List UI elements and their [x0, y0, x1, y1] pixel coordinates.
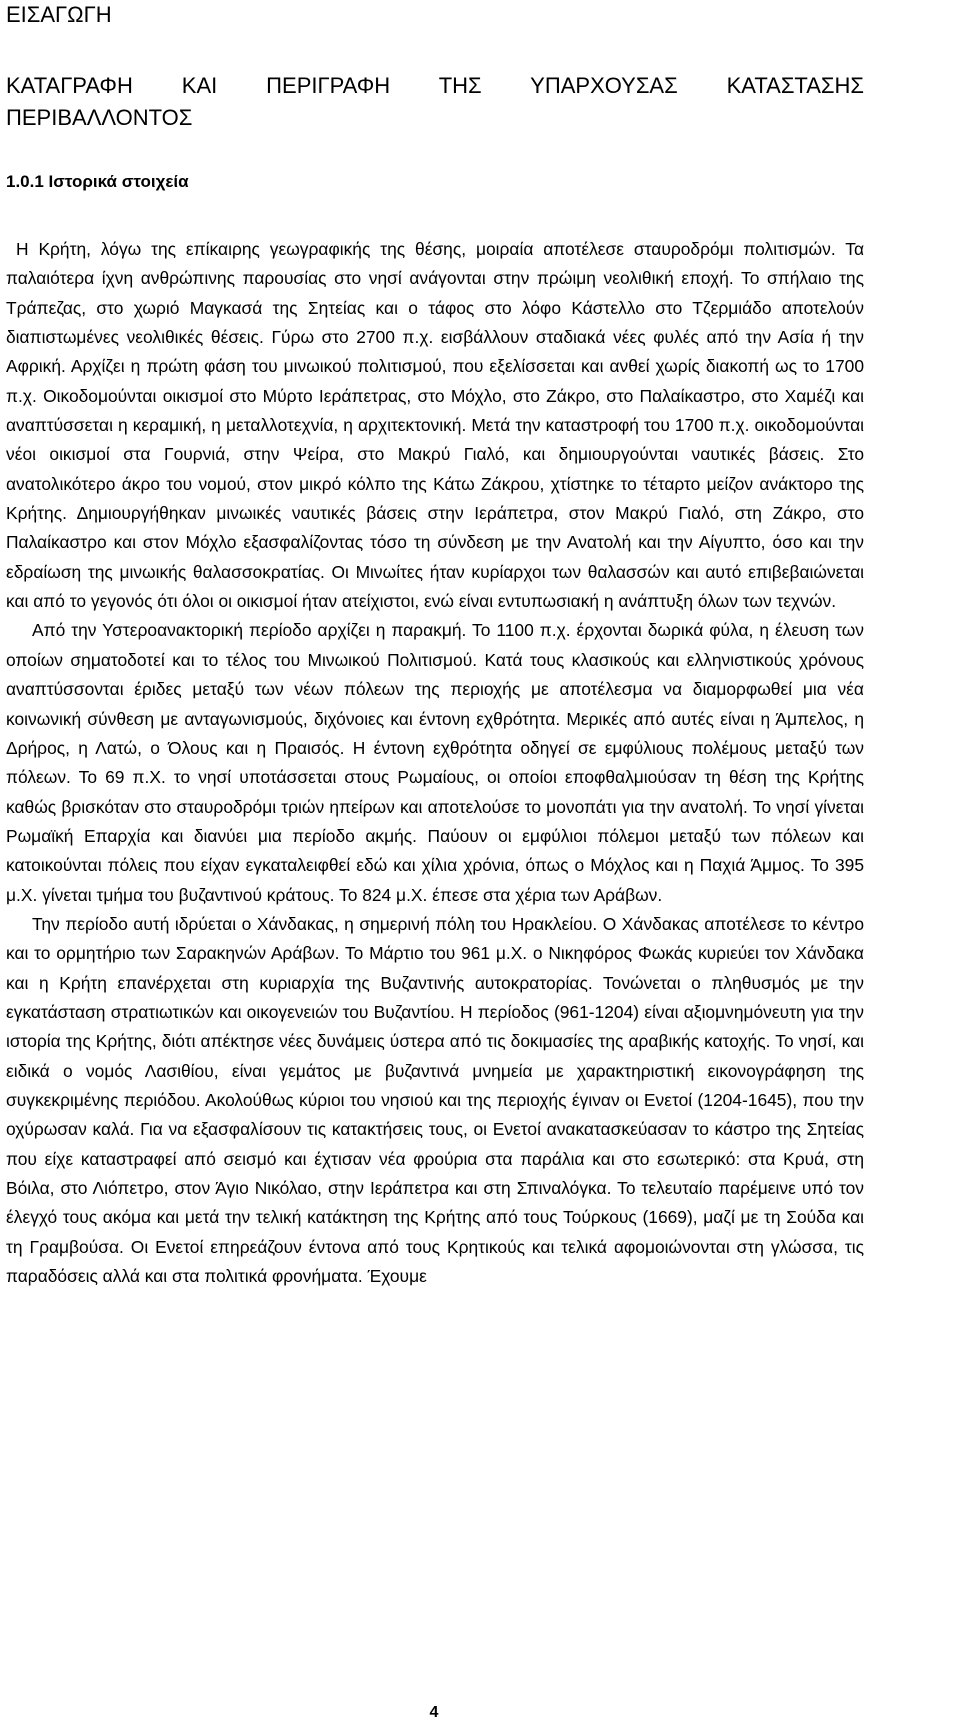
section-title-line-2: ΠΕΡΙΒΑΛΛΟΝΤΟΣ — [6, 105, 193, 130]
page-number: 4 — [429, 1704, 439, 1721]
body-text — [6, 235, 864, 1291]
paragraph: Την περίοδο αυτή ιδρύεται ο Χάνδακας, η σημερινή πόλη του Ηρακλείου. Ο Χάνδακας αποτέλεσε το κέντρο και το ορμητήριο των Σαρακηνών Αράβων. Το Μάρτιο του 961 μ.Χ. ο Νικηφόρος Φωκάς κυριεύει τον Χάνδακα και η Κρήτη επανέρχεται στη κυριαρχία της Βυζαντινής αυτοκρατορίας. Τονώνεται ο πληθυσμός με την εγκατάσταση στρατιωτικών και οικογενειών του Βυζαντίου. Η περίοδος (961-1204) είναι αξιομνημόνευτη για την ιστορία της Κρήτης, διότι απέκτησε νέες δυνάμεις ύστερα από τις δοκιμασίες της αραβικής κατοχής. Το νησί, και ειδικά ο νομός Λασιθίου, είναι γεμάτος με βυζαντινά μνημεία με χαρακτηριστική εικονογράφηση της συγκεκριμένης περιόδου. Ακολούθως κύριοι του νησιού και της περιοχής έγιναν οι Ενετοί (1204-1645), που την οχύρωσαν καλά. Για να εξασφαλίσουν τις κατακτήσεις τους, οι Ενετοί ανακατασκεύασαν το κάστρο της Σητείας που είχε καταστραφεί από σεισμό και έχτισαν νέα φρούρια στα παράλια και στο εσωτερικό: στα Κρυά, στη Βόιλα, στο Λιόπετρο, στον Άγιο Νικόλαο, στην Ιεράπετρα και στη Σπιναλόγκα. Το τελευταίο παρέμεινε υπό τον έλεγχό τους ακόμα και μετά την τελική κατάκτηση της Κρήτης από τους Τούρκους (1669), μαζί με τη Σούδα και τη Γραμβούσα. Οι Ενετοί επηρεάζουν έντονα από τους Κρητικούς και τελικά αφομοιώνονται στη γλώσσα, τις παραδόσεις αλλά και στα πολιτικά φρονήματα. Έχουμε — [6, 913, 864, 1287]
section-title-line-1: ΚΑΤΑΓΡΑΦΗ ΚΑΙ ΠΕΡΙΓΡΑΦΗ ΤΗΣ ΥΠΑΡΧΟΥΣΑΣ ΚΑΤΑΣΤΑΣΗΣ — [6, 73, 864, 98]
paragraph: Η Κρήτη, λόγω της επίκαιρης γεωγραφικής της θέσης, μοιραία αποτέλεσε σταυροδρόμι πολιτισμών. Τα παλαιότερα ίχνη ανθρώπινης παρουσίας στο νησί ανάγονται στην πρώιμη νεολιθική εποχή. Το σπήλαιο της Τράπεζας, στο χωριό Μαγκασά της Σητείας και ο τάφος στο λόφο Κάστελλο στο Τζερμιάδο αποτελούν διαπιστωμένες νεολιθικές θέσεις. Γύρω στο 2700 π.χ. εισβάλλουν σταδιακά νέες φυλές από την Ασία ή την Αφρική. Αρχίζει η πρώτη φάση του μινωικού πολιτισμού, που εξελίσσεται και ανθεί χωρίς διακοπή ως το 1700 π.χ. Οικοδομούνται οικισμοί στο Μύρτο Ιεράπετρας, στο Μόχλο, στο Ζάκρο, στο Παλαίκαστρο, στο Χαμέζι και αναπτύσσεται η κεραμική, η μεταλλοτεχνία, η αρχιτεκτονική. Μετά την καταστροφή του 1700 π.χ. οικοδομούνται νέοι οικισμοί στα Γουρνιά, στην Ψείρα, στο Μακρύ Γιαλό, και δημιουργούνται ναυτικές βάσεις. Στο ανατολικότερο άκρο του νομού, στον μικρό κόλπο της Κάτω Ζάκρου, χτίστηκε το τέταρτο μείζον ανάκτορο της Κρήτης. Δημιουργήθηκαν μινωικές ναυτικές βάσεις στην Ιεράπετρα, στον Μακρύ Γιαλό, στη Ζάκρο, στο Παλαίκαστρο και στον Μόχλο εξασφαλίζοντας τόσο τη σύνδεση με την Ανατολή και την Αίγυπτο, όσο και την εδραίωση της μινωικής θαλασσοκρατίας. Οι Μινωίτες ήταν κυρίαρχοι των θαλασσών και αυτό επιβεβαιώνεται και από το γεγονός ότι όλοι οι οικισμοί ήταν ατείχιστοι, ενώ είναι εντυπωσιακή η ανάπτυξη όλων των τεχνών. — [6, 239, 864, 612]
paragraph: Από την Υστεροανακτορική περίοδο αρχίζει η παρακμή. Το 1100 π.χ. έρχονται δωρικά φύλα, η έλευση των οποίων σηματοδοτεί και το τέλος του Μινωικού Πολιτισμού. Κατά τους κλασικούς και ελληνιστικούς χρόνους αναπτύσσονται έριδες μεταξύ των νέων πόλεων της περιοχής με αποτέλεσμα να διαμορφωθεί μια νέα κοινωνική σύνθεση με ανταγωνισμούς, διχόνοιες και έντονη εχθρότητα. Μερικές από αυτές είναι η Άμπελος, η Δρήρος, η Λατώ, ο Όλους και η Πραισός. Η έντονη εχθρότητα οδηγεί σε εμφύλιους πολέμους μεταξύ των πόλεων. Το 69 π.Χ. το νησί υποτάσσεται στους Ρωμαίους, οι οποίοι εποφθαλμιούσαν τη θέση της Κρήτης καθώς βρισκόταν στο σταυροδρόμι τριών ηπείρων και αποτελούσε το μονοπάτι για την ανατολή. Το νησί γίνεται Ρωμαϊκή Επαρχία και διανύει μια περίοδο ακμής. Παύουν οι εμφύλιοι πόλεμοι μεταξύ των πόλεων και κατοικούνται πόλεις που είχαν εγκαταλειφθεί εδώ και χίλια χρόνια, όπως ο Μόχλος και η Παχιά Άμμος. Το 395 μ.Χ. γίνεται τμήμα του βυζαντινού κράτους. Το 824 μ.Χ. έπεσε στα χέρια των Αράβων. — [6, 620, 864, 905]
intro-title: ΕΙΣΑΓΩΓΗ — [6, 2, 112, 27]
section-title — [6, 70, 864, 134]
sub-heading: 1.0.1 Ιστορικά στοιχεία — [6, 172, 189, 191]
